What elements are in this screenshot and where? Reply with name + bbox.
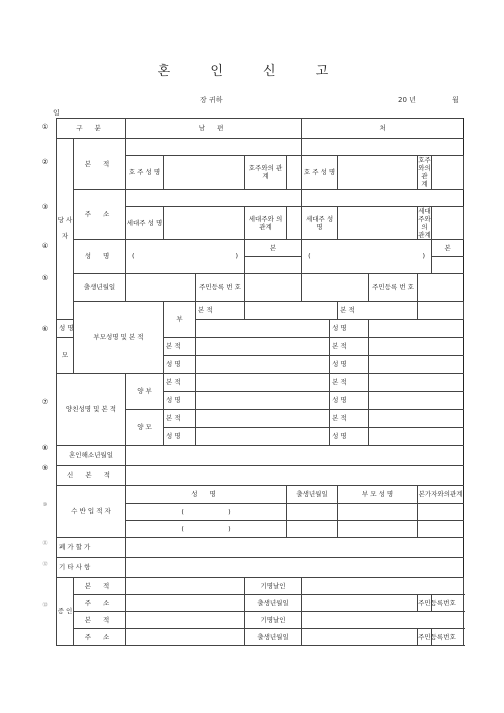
divorce-date-label: 혼인해소년월일 [57,446,126,466]
witness-1-seal-field[interactable] [302,578,464,595]
new-bonjeok-field[interactable] [126,466,464,486]
witness-1-bonjeok-field[interactable] [126,578,245,595]
witness-1-resident-label: 주민등록번호 [418,595,432,612]
witness-2-address-field[interactable] [126,629,245,646]
wife-resident-label: 주민등록 번 호 [369,274,418,302]
wife-name-paren-close: ) [422,252,426,261]
row-number-4: ④ [41,242,49,250]
husband-hoju-relation-label: 호주와의 관 계 [245,156,287,190]
wife-sedaeju-name-field[interactable] [338,206,418,240]
wife-mother-bonjeok-field[interactable] [369,338,464,356]
husband-hoju-name-field[interactable] [164,156,245,190]
wife-bon-label: 본 [432,240,464,257]
wife-adopt-mother-name-label: 성 명 [330,428,369,446]
wife-sedaeju-name-label: 세대주 성 명 [302,206,338,240]
wife-adopt-father-bonjeok-label: 본 적 [330,374,369,392]
wife-bonjeok-field[interactable] [302,139,464,156]
addressee: 장 귀하 [200,96,223,104]
wife-adopt-father-name-label: 성 명 [330,392,369,410]
row-number-5: ⑤ [41,274,49,282]
abolish-label: 폐 가 할 가 [57,538,126,558]
divorce-date-field[interactable] [126,446,464,466]
row-number-9: ⑨ [41,464,49,472]
wife-sedaeju-relation-label: 세대주와 의 관계 [418,206,431,239]
husband-name-paren-open: ( [132,252,135,261]
wife-header: 처 [302,119,464,139]
witness-2-address-label: 주 소 [74,629,126,646]
husband-father-bonjeok-label: 본 적 [196,302,245,320]
col-birth-header: 출생년월일 [287,486,338,504]
date-year: 20 년 [398,96,416,104]
husband-address-field[interactable] [126,189,302,206]
witness-label: 증 인 [57,578,74,646]
husband-address-label: 주 소 [74,189,126,240]
accompanying-1-relation[interactable] [418,504,464,521]
accompanying-2-relation[interactable] [418,521,464,538]
husband-mother-name-field[interactable] [196,356,330,374]
witness-1-birth-field[interactable] [302,595,418,612]
husband-sedaeju-name-field[interactable] [164,206,245,240]
row-number-1: ① [41,123,49,131]
row-number-7: ⑦ [41,398,49,406]
wife-mother-bonjeok-label: 본 적 [330,338,369,356]
witness-2-birth-field[interactable] [302,629,418,646]
wife-father-name-label: 성 명 [330,320,369,338]
witness-1-address-field[interactable] [126,595,245,612]
accompanying-1-name[interactable] [126,504,287,521]
row-number-11: ⑪ [42,540,48,547]
accompanying-2-birth[interactable] [287,521,338,538]
mother-label: 모 [57,338,74,374]
name-label: 성 명 [74,240,126,274]
witness-2-seal-field[interactable] [302,612,464,629]
row-number-12: ⑫ [42,561,48,568]
wife-name-paren-open: ( [308,252,311,261]
husband-father-bonjeok-field[interactable] [245,302,338,320]
husband-adopt-father-name-field[interactable] [196,392,330,410]
husband-sedaeju-name-label: 세대주 성 명 [126,206,164,240]
husband-resident-label: 주민등록 번 호 [196,274,245,302]
husband-mother-bonjeok-field[interactable] [196,338,330,356]
wife-resident-field[interactable] [418,274,464,302]
accompanying-1-parents[interactable] [338,504,418,521]
other-field[interactable] [126,558,464,578]
witness-2-seal-label: 기명날인 [245,612,302,629]
wife-father-bonjeok-label: 본 적 [338,302,418,320]
husband-bon-label: 본 [245,240,302,257]
other-label: 기 타 사 항 [57,558,126,578]
wife-adopt-father-bonjeok-field[interactable] [369,374,464,392]
witness-2-bonjeok-label: 본 적 [74,612,126,629]
marriage-report-form [56,118,463,641]
husband-bonjeok-field[interactable] [126,139,302,156]
accompanying-label: 수 반 입 적 자 [57,486,126,538]
husband-bon-field[interactable] [245,257,302,274]
col-name-header: 성 명 [126,486,287,504]
husband-bonjeok-label: 본 적 [74,139,126,190]
husband-birth-field[interactable] [126,274,196,302]
row-number-2: ② [41,158,49,166]
gubun-label: 구 분 [57,119,126,139]
row-number-3: ③ [41,203,49,211]
wife-sedaeju-relation-field[interactable] [432,206,464,240]
witness-1-birth-label: 출생년월일 [245,595,302,612]
husband-father-name-field[interactable] [196,320,330,338]
parents-label: 부모성명 및 본 적 [74,302,164,374]
husband-name-field[interactable] [126,240,245,274]
husband-adopt-father-name-label: 성 명 [164,392,196,410]
row-number-8: ⑧ [41,444,49,452]
witness-2-bonjeok-field[interactable] [126,612,245,629]
witness-2-birth-label: 출생년월일 [245,629,302,646]
husband-hoju-relation-field[interactable] [287,156,302,190]
col-relation-header: 본가자와의관계 [418,486,464,504]
page-title: 혼 인 신 고 [157,64,347,79]
accompanying-2-paren-close: ) [228,524,231,533]
abolish-field[interactable] [126,538,464,558]
accompanying-1-paren-close: ) [228,507,231,516]
new-bonjeok-label: 신 본 적 [57,466,126,486]
husband-adopt-mother-name-field[interactable] [196,428,330,446]
husband-adopt-mother-bonjeok-label: 본 적 [164,410,196,428]
husband-adopt-father-bonjeok-label: 본 적 [164,374,196,392]
husband-name-paren-close: ) [235,252,238,261]
husband-father-name-label: 성 명 [57,320,74,338]
husband-mother-name-label: 성 명 [164,356,196,374]
row-number-13: ⑬ [42,602,48,609]
date-day: 일 [53,109,60,117]
adopt-father-label: 양 부 [126,374,164,410]
birth-label: 출생년월일 [74,274,126,302]
husband-adopt-father-bonjeok-field[interactable] [196,374,330,392]
row-number-10: ⑩ [42,502,48,508]
husband-adopt-mother-bonjeok-field[interactable] [196,410,330,428]
wife-name-field[interactable] [302,240,432,274]
wife-mother-name-field[interactable] [369,356,464,374]
husband-header: 남 편 [126,119,302,139]
col-parents-header: 부 모 성 명 [338,486,418,504]
wife-adopt-mother-bonjeok-label: 본 적 [330,410,369,428]
wife-mother-name-label: 성 명 [330,356,369,374]
wife-address-field[interactable] [302,189,464,206]
wife-adopt-mother-name-field[interactable] [369,428,464,446]
wife-hoju-name-field[interactable] [338,156,418,190]
husband-hoju-name-label: 호 주 성 명 [126,156,164,190]
accompanying-2-name[interactable] [126,521,287,538]
wife-father-bonjeok-field[interactable] [418,302,464,320]
wife-adopt-mother-bonjeok-field[interactable] [369,410,464,428]
wife-hoju-relation-field[interactable] [432,156,464,190]
father-label: 부 [164,302,196,338]
husband-adopt-mother-name-label: 성 명 [164,428,196,446]
husband-sedaeju-relation-field[interactable] [287,206,302,240]
wife-bon-field[interactable] [432,257,464,274]
wife-father-name-field[interactable] [369,320,464,338]
wife-adopt-father-name-field[interactable] [369,392,464,410]
row-number-6: ⑥ [41,325,49,333]
husband-sedaeju-relation-label: 세대주와 의 관계 [245,206,287,240]
accompanying-2-paren-open: ( [181,524,184,533]
adoptive-label: 양친성명 및 본 적 [57,374,126,446]
witness-2-resident-label: 주민등록번호 [418,629,432,646]
witness-1-seal-label: 기명날인 [245,578,302,595]
witness-1-address-label: 주 소 [74,595,126,612]
witness-1-bonjeok-label: 본 적 [74,578,126,595]
date-month: 월 [452,96,459,104]
accompanying-2-parents[interactable] [338,521,418,538]
party-label: 당 사 자 [57,139,74,320]
husband-mother-bonjeok-label: 본 적 [164,338,196,356]
wife-birth-field[interactable] [302,274,369,302]
accompanying-1-paren-open: ( [181,507,184,516]
wife-hoju-name-label: 호 주 성 명 [302,156,338,190]
husband-resident-field[interactable] [245,274,302,302]
wife-hoju-relation-label: 호주와의 관 계 [418,156,431,189]
adopt-mother-label: 양 모 [126,410,164,446]
accompanying-1-birth[interactable] [287,504,338,521]
